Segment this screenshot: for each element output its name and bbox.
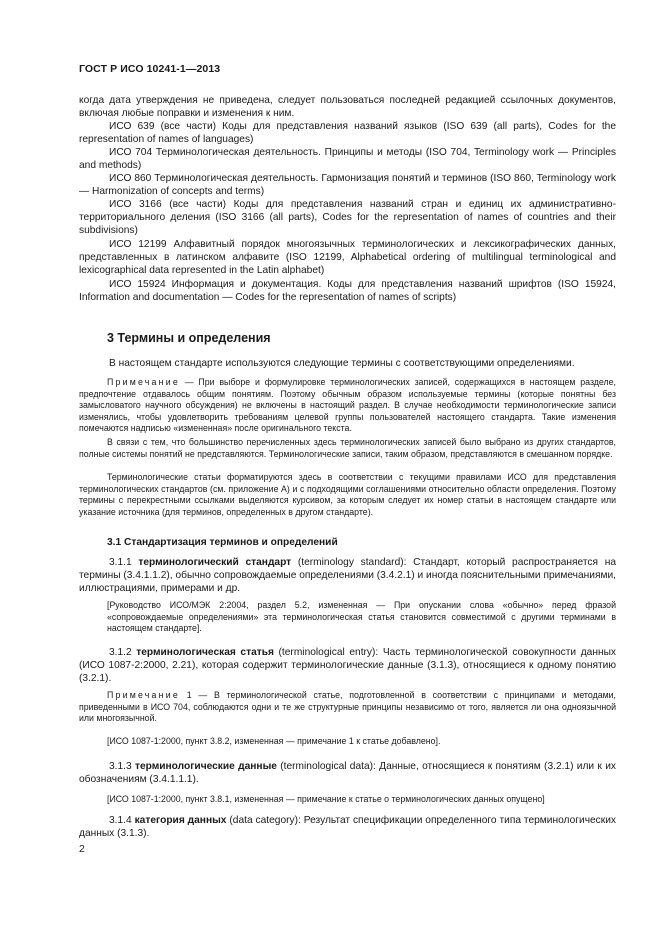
term-3-1-4 (79, 814, 616, 840)
subsection-3-1-title: 3.1 Стандартизация терминов и определений (107, 537, 338, 548)
term-name: терминологический стандарт (138, 557, 292, 568)
term-number: 3.1.3 (109, 761, 135, 772)
term-3-1-1 (79, 556, 616, 596)
term-definition: (terminological entry): Часть терминологической совокупности данных (ИСО 1087-2:2000, 2.21), которая содержит терминологические данные (3.1.3), относящиеся к одному понятию (3.2.1). (79, 647, 616, 685)
document-header: ГОСТ Р ИСО 10241-1—2013 (79, 63, 221, 75)
term-3-1-2-note (79, 690, 616, 725)
section-3-intro: В настоящем стандарте используются следующие термины с соответствующими определениями. (109, 358, 575, 369)
section-3-para2: В связи с тем, что большинство перечисленных здесь терминологических записей было выбрано из других стандартов, полные системы понятий не представляются. Терминологические записи, таким образом, представляются в смешанном порядке. (79, 437, 616, 459)
term-number: 3.1.1 (109, 557, 139, 568)
section-3-para3: Терминологические статьи форматируются здесь в соответствии с текущими правилами ИСО для представления терминологических стандартов (см. приложение А) и с подходящими соглашениями относительно области определения. Поэтому термины с перекрестными ссылками выделяются курсивом, за которым следует их номер статьи в настоящем стандарте или указание источника (для терминов, определенных в другом стандарте). (79, 472, 616, 517)
refs-intro: когда дата утверждения не приведена, следует пользоваться последней редакцией ссылочных документов, включая любые поправки и изменения к ним. (79, 95, 616, 120)
term-3-1-1-source: [Руководство ИСО/МЭК 2:2004, раздел 5.2, измененная — При опускании слова «обычно» перед фразой «сопровождаемые определениями» эта терминологическая статья становится совместимой с другими терминами в настоящем стандарте]. (107, 600, 616, 634)
note-label: Примечание (107, 690, 180, 700)
term-name: категория данных (134, 815, 227, 826)
page-number: 2 (79, 843, 85, 855)
term-number: 3.1.2 (109, 647, 137, 658)
ref-iso15924: ИСО 15924 Информация и документация. Коды для представления названий шрифтов (ISO 15924, Information and documentation — Codes for the representation of names of scripts) (79, 279, 616, 304)
term-3-1-3-source: [ИСО 1087-1:2000, пункт 3.8.1, измененная — примечание к статье о терминологических данных опущено] (107, 794, 545, 804)
term-definition: (terminological data): Данные, относящиеся к понятиям (3.2.1) или к их обозначениям (3.4.1.1.1). (79, 761, 616, 786)
ref-iso860: ИСО 860 Терминологическая деятельность. Гармонизация понятий и терминов (ISO 860, Terminology work — Harmonization of concepts and terms) (79, 173, 616, 198)
ref-iso639: ИСО 639 (все части) Коды для представления названий языков (ISO 639 (all parts), Codes for the representation of names of languages) (79, 121, 616, 146)
section-3-title: 3 Термины и определения (107, 331, 271, 345)
term-3-1-3 (79, 760, 616, 786)
term-name: терминологическая статья (136, 647, 274, 658)
term-3-1-2-source: [ИСО 1087-1:2000, пункт 3.8.2, измененная — примечание 1 к статье добавлено]. (107, 736, 441, 746)
note-text: 1 — В терминологической статье, подготовленной в соответствии с принципами и методами, приведенными в ИСО 704, соблюдаются одни и те же структурные принципы независимо от того, является ли она одноязычной или многоязычной. (79, 690, 616, 724)
ref-iso3166: ИСО 3166 (все части) Коды для представления названий стран и единиц их административно-территориального деления (ISO 3166 (all parts), Codes for the representation of names of countries and their subdivisions) (79, 199, 616, 237)
term-definition: (terminology standard): Стандарт, который распространяется на термины (3.4.1.1.2), обычно сопровождаемые определениями (3.4.2.1) и иногда пояснительными примечаниями, иллюстрациями, примерами и др. (79, 557, 617, 595)
ref-iso12199: ИСО 12199 Алфавитный порядок многоязычных терминологических и лексикографических данных, представленных в латинском алфавите (ISO 12199, Alphabetical ordering of multilingual terminological and lexicographical data represented in the Latin alphabet) (79, 239, 616, 277)
term-number: 3.1.4 (109, 815, 135, 826)
term-name: терминологические данные (134, 761, 277, 772)
term-definition: (data category): Результат спецификации определенного типа терминологических данных (3.1.3). (79, 815, 616, 840)
ref-iso704: ИСО 704 Терминологическая деятельность. Принципы и методы (ISO 704, Terminology work — Principles and methods) (79, 147, 616, 172)
section-3-note (79, 377, 616, 435)
term-3-1-2 (79, 646, 616, 686)
note-label: Примечание (107, 377, 180, 387)
note-text: — При выборе и формулировке терминологических записей, содержащихся в настоящем разделе, предпочтение отдавалось общим понятиям. Поэтому обычным образом используемые термины (которые понятны без замысловатого научного обсуждения) не включены в настоящий раздел. В случае необходимости терминологические записи изменялись, чтобы удовлетворить требованиям целевой группы пользователей настоящего стандарта. Такие изменения помечаются надписью «измененная» после оригинального текста. (79, 377, 616, 434)
